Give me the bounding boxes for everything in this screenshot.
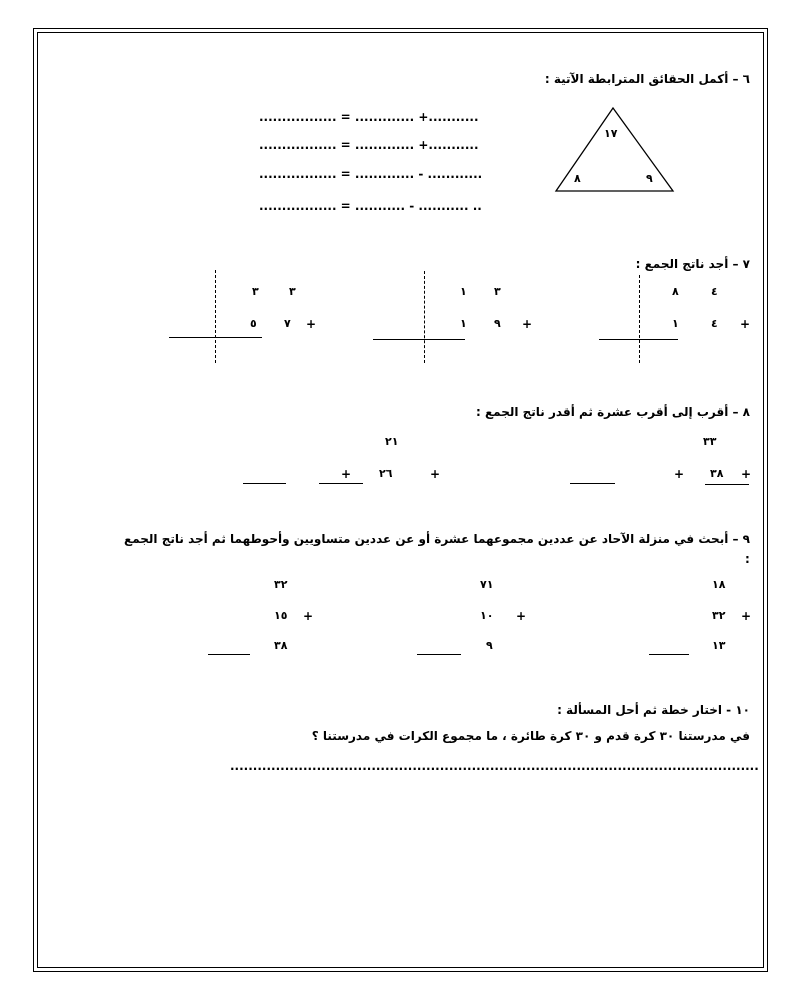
q8-p2-top: ٢١ [385, 435, 399, 448]
q9-p3-plus: + [303, 609, 314, 623]
q9-p1-top: ١٨ [712, 578, 726, 591]
q8-p1-underline [705, 484, 749, 485]
q7-p3-answer-line[interactable] [169, 337, 262, 338]
q7-p3-bottom-ones: ٧ [284, 317, 291, 330]
triangle-left-number: ٨ [574, 172, 581, 185]
q8-p2-plus: + [430, 467, 441, 481]
q6-row-3[interactable]: ................. = ............. - ............ [259, 167, 483, 181]
q7-p2-divider [424, 271, 425, 363]
q10-answer-line[interactable]: .................................................................................................................... [230, 759, 759, 773]
q9-title-colon: : [745, 552, 750, 566]
q6-title: ٦ – أكمل الحقائق المترابطة الآتية : [544, 72, 750, 86]
q8-p1-plus: + [741, 467, 752, 481]
q7-p3-plus: + [306, 317, 317, 331]
q9-p1-answer-line[interactable] [649, 654, 689, 655]
q9-p1-plus: + [741, 609, 752, 623]
q9-p3-answer-line[interactable] [208, 654, 250, 655]
q9-p3-top: ٣٢ [274, 578, 288, 591]
q6-row-4[interactable]: ................. = ........... - ........... .. [259, 199, 482, 213]
q9-p2-top: ٧١ [480, 578, 494, 591]
q8-title: ٨ – أقرب إلى أقرب عشرة ثم أقدر ناتج الجمع : [475, 405, 750, 419]
q6-row-1[interactable]: ................. = ............. +........... [259, 110, 479, 124]
q7-p3-divider [215, 270, 216, 363]
q10-title: ١٠ - اختار خطة ثم أحل المسألة : [557, 703, 750, 717]
q7-p1-bottom-tens: ١ [672, 317, 679, 330]
q7-p1-top-ones: ٤ [711, 285, 718, 298]
q9-p2-bottom: ٩ [486, 639, 493, 652]
q9-p2-answer-line[interactable] [417, 654, 461, 655]
q9-p1-middle: ٣٢ [712, 609, 726, 622]
q7-p2-top-ones: ٣ [494, 285, 501, 298]
q9-title: ٩ – أبحث في منزلة الآحاد عن عددين مجموعهما عشرة أو عن عددين متساويين وأحوطهما ثم أجد ناتج الجمع [124, 532, 750, 546]
q9-p3-bottom: ٣٨ [274, 639, 288, 652]
q7-p1-plus: + [740, 317, 751, 331]
q8-p2-underline [319, 483, 363, 484]
q9-p2-plus: + [516, 609, 527, 623]
q7-p3-top-ones: ٣ [289, 285, 296, 298]
q8-p1-bottom: ٣٨ [710, 467, 724, 480]
triangle-right-number: ٩ [646, 172, 653, 185]
q9-p3-middle: ١٥ [274, 609, 288, 622]
q7-p1-answer-line[interactable] [599, 339, 678, 340]
q9-p2-middle: ١٠ [480, 609, 494, 622]
q8-p1-answer-line[interactable] [570, 483, 615, 484]
q7-p3-bottom-tens: ٥ [250, 317, 257, 330]
q7-p2-bottom-ones: ٩ [494, 317, 501, 330]
q7-p1-bottom-ones: ٤ [711, 317, 718, 330]
q8-p1-plus2: + [674, 467, 685, 481]
triangle-top-number: ١٧ [604, 127, 618, 140]
q8-p2-bottom: ٢٦ [379, 467, 393, 480]
q9-p1-bottom: ١٣ [712, 639, 726, 652]
q7-p1-divider [639, 275, 640, 363]
q8-p1-top: ٣٣ [703, 435, 717, 448]
q8-p2-plus2: + [341, 467, 352, 481]
q6-row-2[interactable]: ................. = ............. +........... [259, 138, 479, 152]
q10-problem-text: في مدرستنا ٣٠ كرة قدم و ٣٠ كرة طائرة ، ما مجموع الكرات في مدرستنا ؟ [311, 729, 750, 743]
q7-p2-bottom-tens: ١ [460, 317, 467, 330]
q7-p1-top-tens: ٨ [672, 285, 679, 298]
q7-title: ٧ – أجد ناتج الجمع : [635, 257, 750, 271]
q7-p2-top-tens: ١ [460, 285, 467, 298]
q8-p2-answer-line[interactable] [243, 483, 286, 484]
q7-p3-top-tens: ٣ [252, 285, 259, 298]
q7-p2-answer-line[interactable] [373, 339, 465, 340]
q7-p2-plus: + [522, 317, 533, 331]
